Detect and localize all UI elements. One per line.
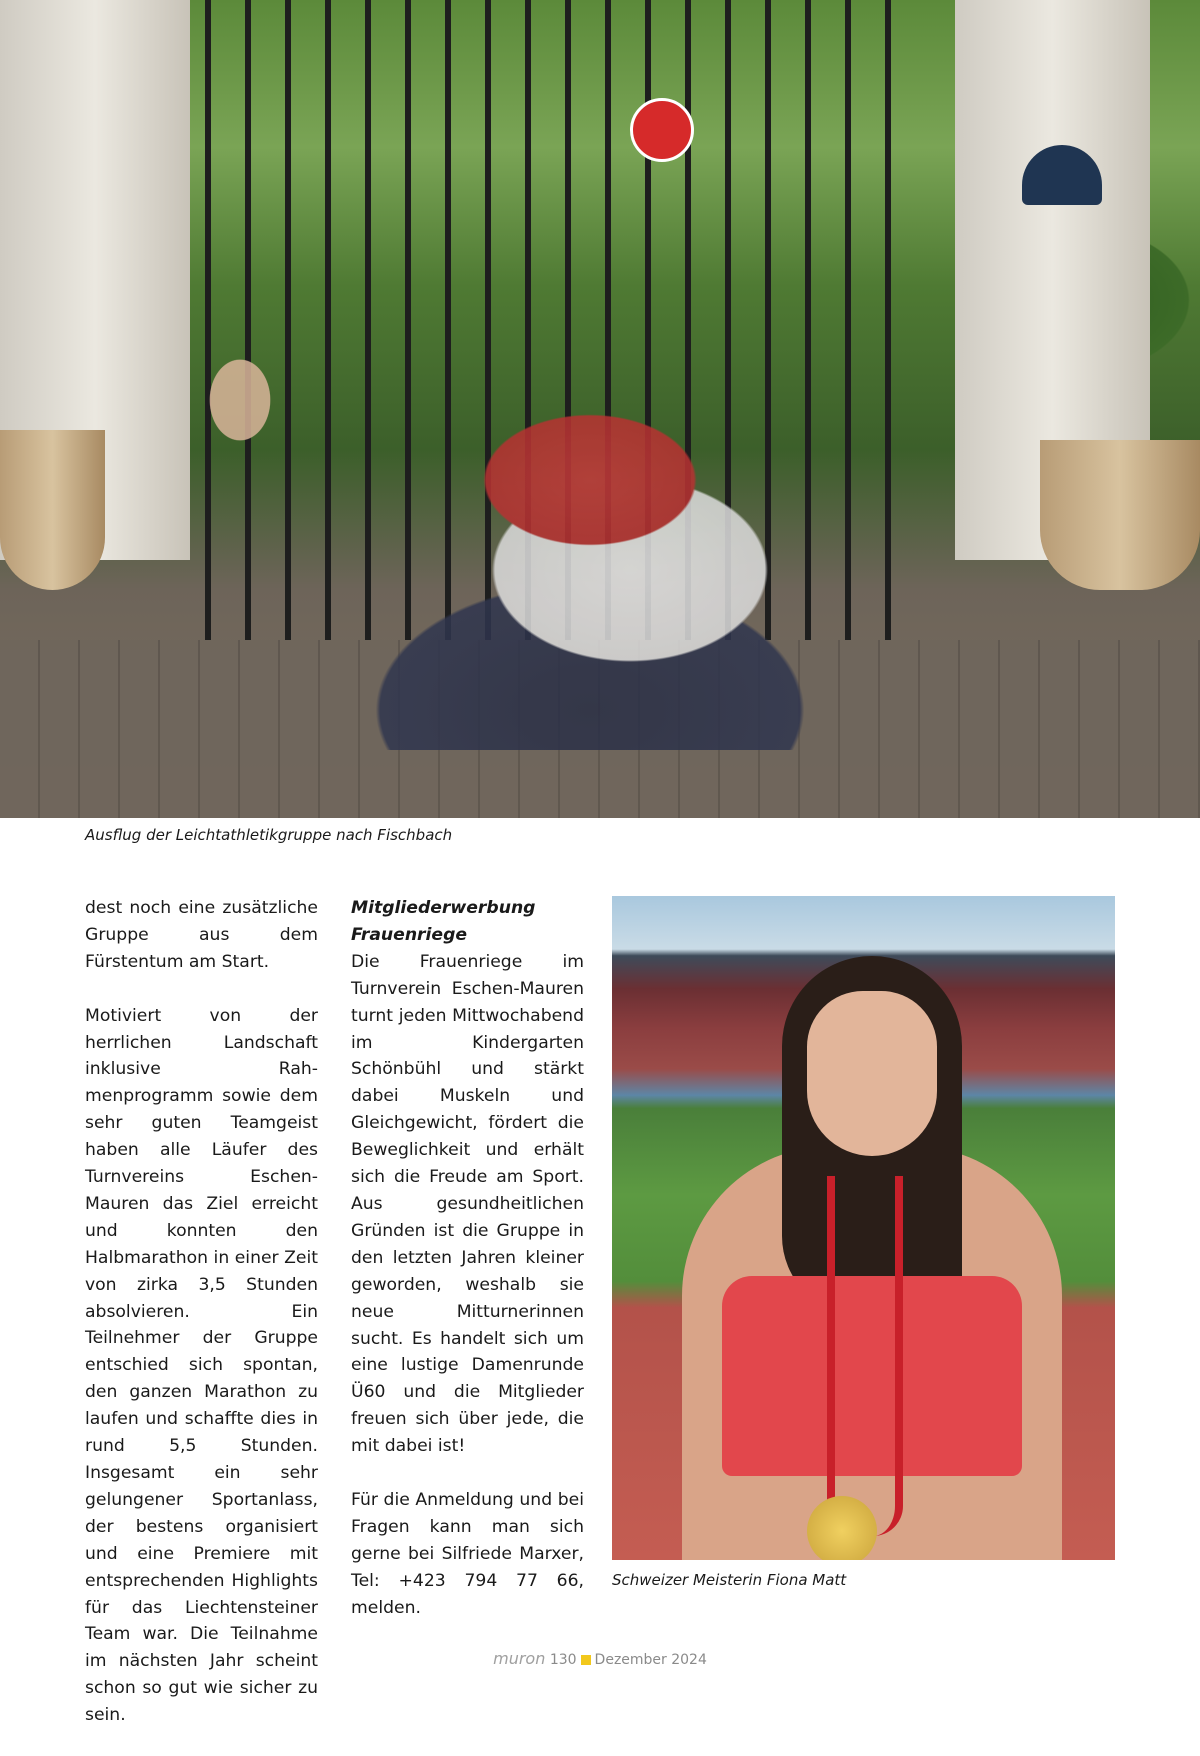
paragraph: dest noch eine zusätzliche Gruppe aus dem Fürstentum am Start.: [85, 898, 318, 972]
article-column-middle: [351, 895, 584, 1648]
article-column-left: [85, 895, 318, 1756]
medal-ribbon: [827, 1176, 903, 1536]
paragraph: Motiviert von der herrlichen Landschaft inklusive Rahmenprogramm sowie dem sehr guten Teamgeist haben alle Läufer des Turnvereins Eschen-Mauren das Ziel erreicht und konnten den Halbmarathon in einer Zeit von zirka 3,5 Stunden absolvieren. Ein Teilnehmer der Gruppe entschied sich spontan, den ganzen Marathon zu laufen und schaffte dies in rund 5,5 Stunden. Insgesamt ein sehr gelungener Sportanlass, der bestens organisiert und eine Premiere mit entsprechenden Highlights für das Liechtensteiner Team war. Die Teilnahme im nächsten Jahr scheint schon so gut wie sicher zu sein.: [85, 1005, 318, 1726]
paragraph: Für die Anmeldung und bei Fragen kann man sich gerne bei Silfriede Marxer, Tel: +423 794 77 66, melden.: [351, 1489, 584, 1618]
flower-pot-left: [0, 430, 105, 590]
section-heading: [351, 895, 584, 949]
group-photo: [0, 0, 1200, 818]
magazine-brand: muron: [493, 1649, 546, 1668]
issue-date: Dezember 2024: [594, 1652, 707, 1668]
section-heading-line2: Frauenriege: [351, 924, 468, 945]
issue-number: 130: [549, 1652, 577, 1668]
athlete-photo-caption: Schweizer Meisterin Fiona Matt: [612, 1571, 847, 1589]
medal: [807, 1496, 877, 1560]
athletics-group: [110, 150, 1070, 750]
paragraph: Die Frauenriege im Turnverein Eschen-Mauren turnt jeden Mittwochabend im Kindergarten Schönbühl und stärkt dabei Muskeln und Gleichgewicht, fördert die Beweglichkeit und erhält sich die Freude am Sport. Aus gesundheitlichen Gründen ist die Gruppe in den letzten Jahren kleiner geworden, weshalb sie neue Mitturnerinnen sucht. Es handelt sich um eine lustige Damenrunde Ü60 und die Mitglieder freuen sich über jede, die mit dabei ist!: [351, 951, 584, 1457]
athlete-photo: [612, 896, 1115, 1560]
accent-square-icon: [581, 1655, 591, 1665]
group-photo-caption: Ausflug der Leichtathletikgruppe nach Fischbach: [85, 826, 453, 844]
page-footer: [0, 1649, 1200, 1668]
section-heading-line1: Mitgliederwerbung: [351, 898, 536, 918]
